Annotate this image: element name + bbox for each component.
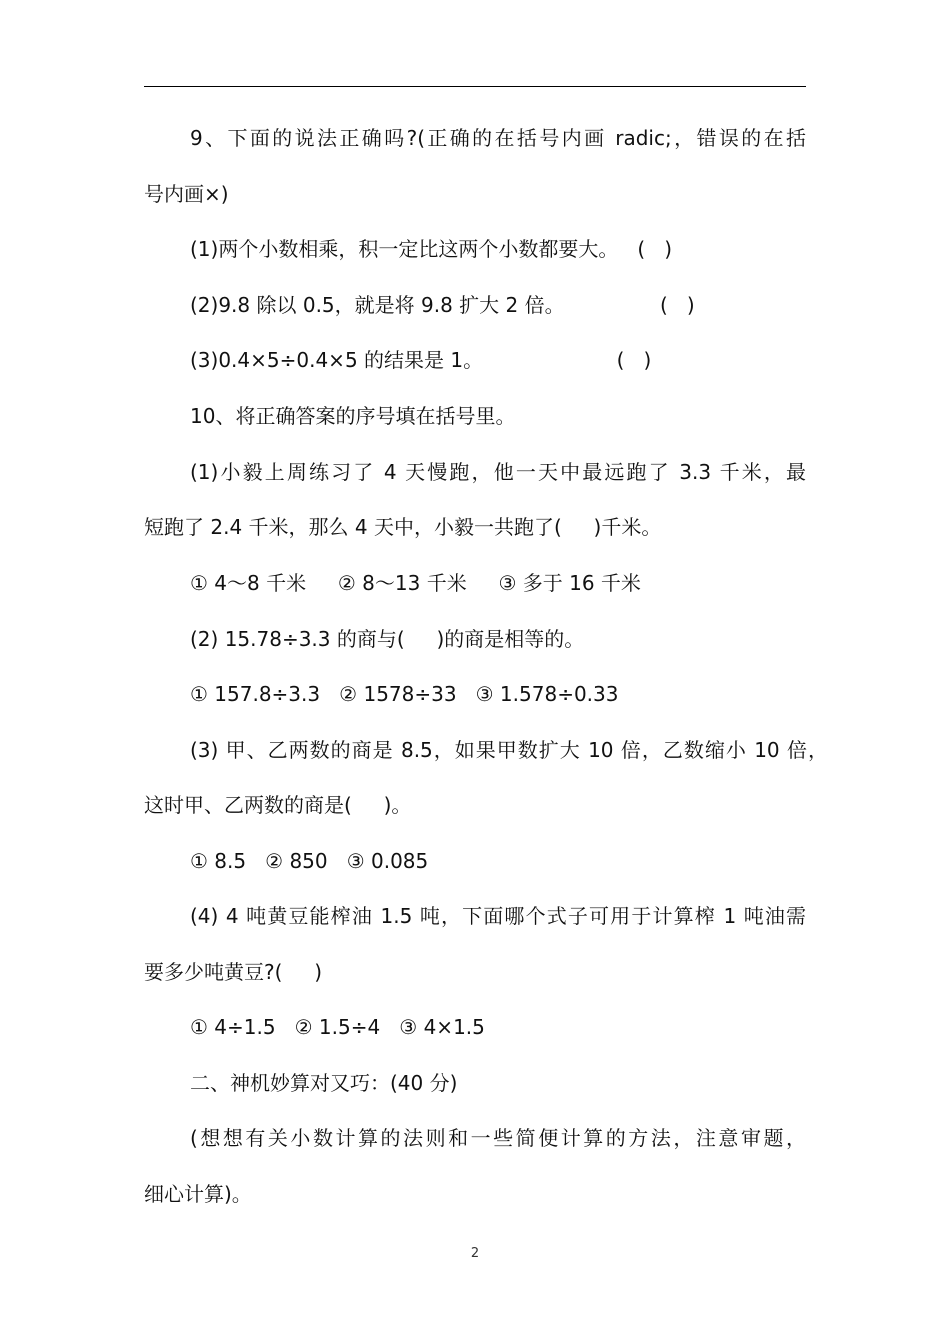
question-10-3-line-2: 这时甲、乙两数的商是( )。 xyxy=(144,793,412,817)
question-10-1-line-2: 短跑了 2.4 千米，那么 4 天中，小毅一共跑了( )千米。 xyxy=(144,515,662,539)
question-10-4-line-1: (4) 4 吨黄豆能榨油 1.5 吨，下面哪个式子可用于计算榨 1 吨油需 xyxy=(190,904,806,928)
question-10-title: 10、将正确答案的序号填在括号里。 xyxy=(190,404,516,428)
question-10-3-line-1: (3) 甲、乙两数的商是 8.5，如果甲数扩大 10 倍，乙数缩小 10 倍， xyxy=(190,738,828,762)
question-10-1-options: ① 4～8 千米 ② 8～13 千米 ③ 多于 16 千米 xyxy=(190,571,641,595)
page-number: 2 xyxy=(470,1246,480,1261)
question-9-item-1: (1)两个小数相乘，积一定比这两个小数都要大。 ( ) xyxy=(190,237,673,261)
question-10-3-options: ① 8.5 ② 850 ③ 0.085 xyxy=(190,849,429,873)
question-9-item-2: (2)9.8 除以 0.5，就是将 9.8 扩大 2 倍。 ( ) xyxy=(190,293,695,317)
question-10-2-text: (2) 15.78÷3.3 的商与( )的商是相等的。 xyxy=(190,627,585,651)
header-rule xyxy=(144,86,806,87)
question-9-line-2: 号内画×) xyxy=(144,182,229,206)
question-10-4-line-2: 要多少吨黄豆?( ) xyxy=(144,960,323,984)
question-10-1-line-1: (1)小毅上周练习了 4 天慢跑，他一天中最远跑了 3.3 千米，最 xyxy=(190,460,806,484)
question-10-4-options: ① 4÷1.5 ② 1.5÷4 ③ 4×1.5 xyxy=(190,1015,485,1039)
section-2-note-line-2: 细心计算)。 xyxy=(144,1182,252,1206)
question-9-item-3: (3)0.4×5÷0.4×5 的结果是 1。 ( ) xyxy=(190,348,652,372)
section-2-heading: 二、神机妙算对又巧：(40 分) xyxy=(190,1071,458,1095)
question-9-line-1: 9、下面的说法正确吗?(正确的在括号内画 radic;，错误的在括 xyxy=(190,126,806,150)
section-2-note-line-1: (想想有关小数计算的法则和一些简便计算的方法，注意审题， xyxy=(190,1126,806,1150)
question-10-2-options: ① 157.8÷3.3 ② 1578÷33 ③ 1.578÷0.33 xyxy=(190,682,619,706)
